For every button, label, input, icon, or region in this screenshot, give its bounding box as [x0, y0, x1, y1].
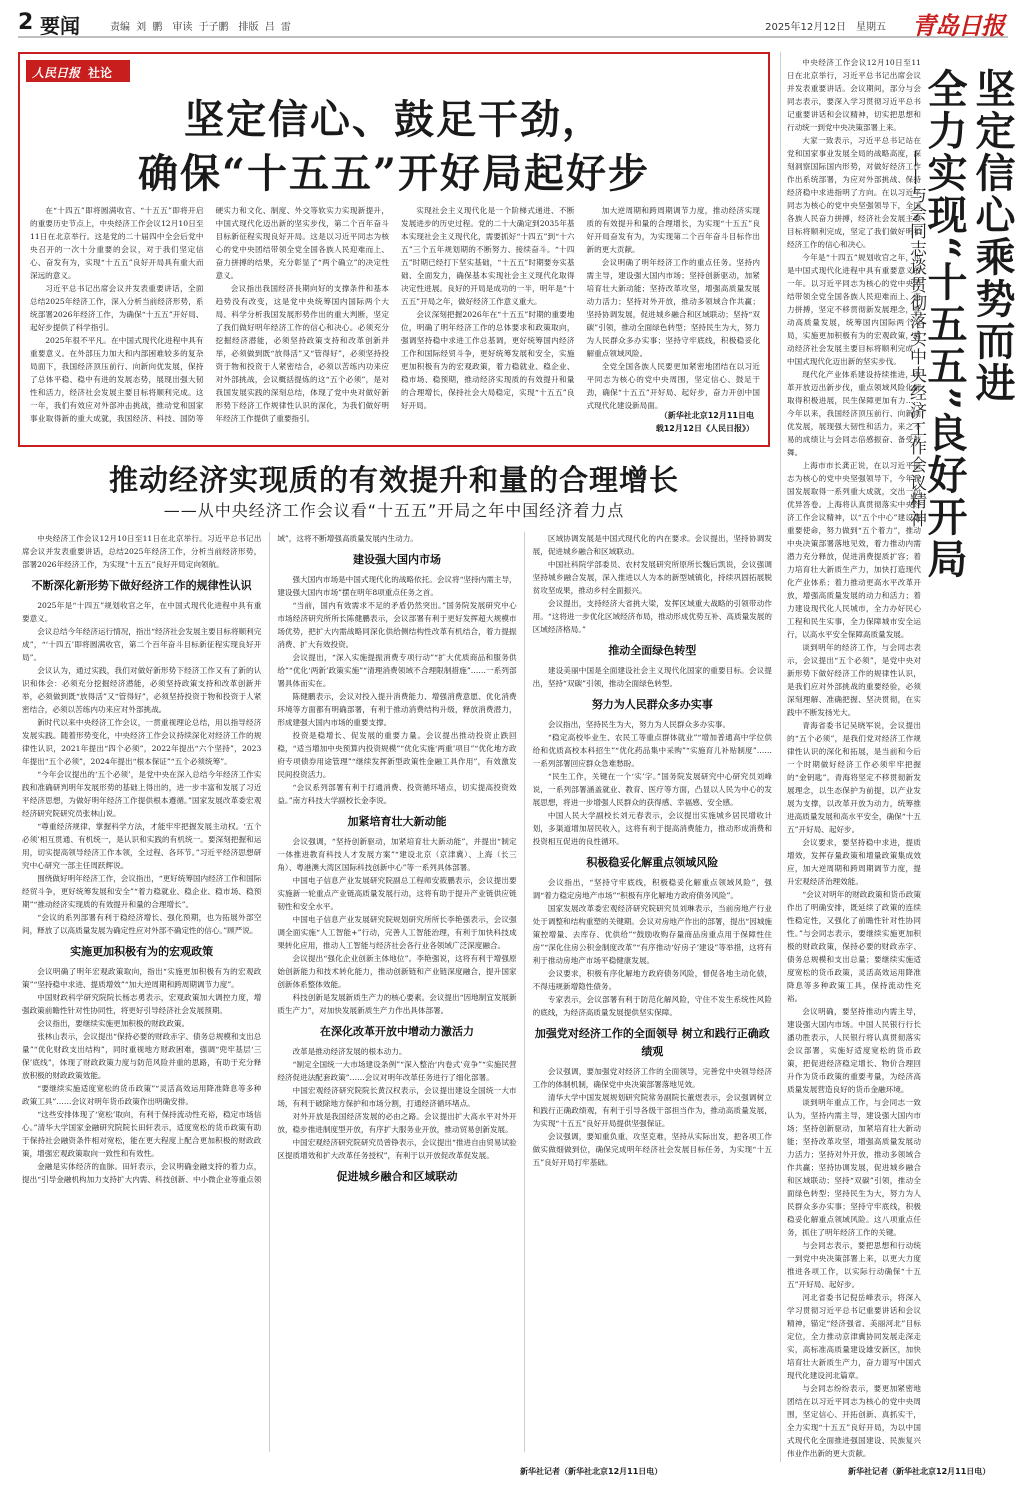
- main-article-body: [22, 532, 772, 1452]
- editor-credits: 责编 刘 鹏 审读 于子鹏 排版 吕 雷: [110, 22, 291, 33]
- issue-date: 2025年12月12日 星期五: [765, 22, 886, 33]
- section-heading: 建设强大国内市场: [352, 553, 441, 566]
- paragraph: “民生工作，关键在一个‘实’字。”国务院发展研究中心研究员刘峰说，一系列部署涵盖就业、教育、医疗等方面，凸显以人民为中心的发展思想，将进一步增强人民群众的获得感、幸福感、安全感。: [532, 772, 772, 807]
- paragraph: “制定全国统一大市场建设条例”“深入整治‘内卷式’竞争”“实施民营经济促进法配套政策”……会议对明年改革任务进行了细化部署。: [277, 1060, 517, 1082]
- paragraph: 对外开放是我国经济发展的必由之路。会议提出扩大高水平对外开放，稳步推进制度型开放，有序扩大服务业开放，推动贸易创新发展。: [277, 1112, 517, 1134]
- paragraph: “要继续实施适度宽松的货币政策”“灵活高效运用降准降息等多种政策工具”……会议对明年货币政策作出明确安排。: [22, 1084, 262, 1106]
- paragraph: 中国人民大学副校长刘元春表示，会议提出实施城乡居民增收计划，多渠道增加居民收入，这将有利于提高消费能力，推动形成消费和投资相互促进的良性循环。: [532, 811, 772, 846]
- page-header: [18, 10, 1008, 38]
- section-heading: 实施更加积极有为的宏观政策: [70, 945, 214, 958]
- section-heading: 在深化改革开放中增动力激活力: [319, 1025, 474, 1038]
- paragraph: 中央经济工作会议12月10日至11日在北京举行，习近平总书记出席会议并发表重要讲话。会议期间，部分与会同志表示，要深入学习贯彻习近平总书记重要讲话和会议精神，切实把思想和行动统一到党中央决策部署上来。: [787, 58, 921, 132]
- paragraph: 科技创新是发展新质生产力的核心要素。会议提出“因地制宜发展新质生产力”，对加快发展新质生产力作出具体部署。: [277, 993, 517, 1015]
- section-heading: 积极稳妥化解重点领域风险: [586, 856, 719, 869]
- paragraph: 中国财政科学研究院院长杨志勇表示，宏观政策加大调控力度，增强政策前瞻性针对性协同性，将更好引导经济社会发展预期。: [22, 993, 262, 1015]
- main-article-subtitle: ——从中央经济工作会议看“十五五”开局之年中国经济着力点: [163, 501, 625, 520]
- paragraph: 谈到明年重点工作，与会同志一致认为，坚持内需主导，建设强大国内市场；坚持创新驱动，加紧培育壮大新动能；坚持改革攻坚，增强高质量发展动力活力；坚持对外开放，推动多领域合作共赢；坚持协调发展，促进城乡融合和区域联动；坚持“双碳”引领，推动全面绿色转型；坚持民生为大，努力为人民群众多办实事；坚持守牢底线，积极稳妥化解重点领域风险。这八项重点任务，抓住了明年经济工作的关键。: [787, 1098, 921, 1237]
- editorial-body: [30, 204, 760, 439]
- paragraph: 会议提出，“深入实施提振消费专项行动”“扩大优质商品和服务供给”“优化‘两新’政策实施”“清理消费领域不合理限制措施”……一系列部署具体而实在。: [277, 653, 517, 688]
- paragraph: 中国宏观经济研究院院长黄汉权表示，会议提出建设全国统一大市场，有利于破除地方保护和市场分割，打通经济循环堵点。: [277, 1086, 517, 1108]
- paragraph: 会议指出，坚持民生为大，努力为人民群众多办实事。: [547, 720, 731, 729]
- paragraph: 建设美丽中国是全面建设社会主义现代化国家的重要目标。会议提出，坚持“双碳”引领，推动全面绿色转型。: [532, 666, 772, 688]
- paragraph: 区域协调发展是中国式现代化的内在要求。会议提出，坚持协调发展，促进城乡融合和区域联动。: [532, 534, 772, 556]
- editorial-source: [656, 409, 754, 435]
- paragraph: “会议系列部署有利于打通消费、投资循环堵点，切实提高投资效益。”南方科技大学副校长金李说。: [277, 783, 517, 805]
- badge-brand: 人民日报: [32, 66, 81, 80]
- paragraph: 会议提出“强化企业创新主体地位”。李艳强说，这将有利于增强原始创新能力和技术转化能力，推动创新链和产业链深度融合，提升国家创新体系整体效能。: [277, 954, 517, 989]
- paragraph: 会议强调，“坚持创新驱动，加紧培育壮大新动能”，并提出“制定一体推进教育科技人才发展方案”“建设北京（京津冀）、上海（长三角）、粤港澳大湾区国际科技创新中心”等一系列具体部署。: [277, 837, 517, 872]
- right-article-subtitle: ——与会同志谈贯彻落实中央经济工作会议精神: [906, 150, 926, 528]
- paragraph: 会议强调，要加强党对经济工作的全面领导，完善党中央领导经济工作的体制机制，确保党中央决策部署落地见效。: [532, 1067, 772, 1089]
- newspaper-logo: 青岛日报: [912, 11, 1004, 40]
- paragraph: 强大国内市场是中国式现代化的战略依托。会议将“坚持内需主导，建设强大国内市场”摆在明年8项重点任务之首。: [277, 575, 517, 597]
- paragraph: 2025年很不平凡。在中国式现代化进程中具有重要意义。在外部压力加大和内部困难较多的复杂局面下，我国经济顶压前行、向新向优发展，保持了总体平稳、稳中有进的发展态势，展现出强大韧性和活力，经济社会发展主要目标将顺利完成。这一年，我们有效应对外部冲击挑战，推动党和国家事业取得新的重大成就，我国经济、科技、国防等硬实力和文化、制度、外交等软实力实现新提升，中国式现代化迈出新的坚实步伐，第二个百年奋斗目标新征程实现良好开局。这是以习近平同志为核心的党中央团结带领全党全国各族人民迎难而上、奋力拼搏的结果，充分彰显了“两个确立”的决定性意义。: [30, 206, 389, 423]
- paragraph: 现代化产业体系建设持续推进，改革开放迈出新步伐，重点领域风险化解取得积极进展，民生保障更加有力……今年以来，我国经济顶压前行、向新向优发展，展现强大韧性和活力，来之不易的成绩让与会同志倍感振奋、备受鼓舞。: [787, 370, 921, 457]
- paragraph: 会议指出，“坚持守牢底线，积极稳妥化解重点领域风险”，强调“着力稳定房地产市场”“积极有序化解地方政府债务风险”。: [532, 878, 772, 900]
- paragraph: “尊重经济规律、掌握科学方法，才能牢牢把握发展主动权。‘五个必须’相互贯通、有机统一，是认识和实践的有机统一。要深刻把握和运用，切实提高领导经济工作本领，全过程、各环节。”习近平经济思想研究中心研究一部主任周跃辉说。: [22, 822, 262, 870]
- right-article-body: [787, 56, 921, 1458]
- paragraph: “这些安排体现了‘宽松’取向，有利于保持流动性充裕，稳定市场信心。”清华大学国家金融研究院院长田轩表示，适度宽松的货币政策有助于保持社会融资条件相对宽松，能在更大程度上配合更加积极的财政政策，增强宏观政策取向一致性和有效性。: [22, 1110, 262, 1158]
- right-article-byline: 新华社记者（新华社北京12月11日电）: [848, 1467, 991, 1476]
- paragraph: 中国宏观经济研究院研究员曾铮表示，会议提出“推进自由贸易试验区提质增效和扩大改革任务授权”，有利于以开放促改革促发展。: [277, 1138, 517, 1160]
- paragraph: 国家发展改革委宏观经济研究院研究员刘琳表示，当前房地产行业处于调整和结构重塑的关键期。会议对房地产作出的部署，提出“因城施策控增量、去库存、优供给”“鼓励收购存量商品房重点用于保障性住房”“深化住房公积金制度改革”“有序推动‘好房子’建设”等举措，这将有利于推动房地产市场平稳健康发展。: [532, 904, 772, 965]
- main-article-title: 推动经济实现质的有效提升和量的合理增长: [108, 463, 679, 497]
- right-title-col1: 坚定信心乘势而进: [969, 68, 1016, 404]
- paragraph: “当前，国内有效需求不足的矛盾仍然突出。”国务院发展研究中心市场经济研究所所长陈健鹏表示，会议部署有利于更好发挥超大规模市场优势，把扩大内需战略同深化供给侧结构性改革有机结合，着力提振消费、扩大有效投资。: [277, 601, 517, 649]
- paragraph: 改革是推动经济发展的根本动力。: [292, 1047, 407, 1056]
- paragraph: 围绕做好明年经济工作，会议指出，“更好统筹国内经济工作和国际经贸斗争，更好统筹发展和安全”“着力稳就业、稳企业、稳市场、稳预期”“推动经济实现质的有效提升和量的合理增长”。: [22, 874, 262, 909]
- paragraph: 全党全国各族人民要更加紧密地团结在以习近平同志为核心的党中央周围，坚定信心、鼓足干劲，确保“十五五”开好局、起好步，奋力开创中国式现代化建设新局面。: [586, 362, 760, 410]
- paragraph: 与会同志表示，要把思想和行动统一到党中央决策部署上来，以更大力度推进各项工作，以实际行动确保“十五五”开好局、起好步。: [787, 1241, 921, 1289]
- editorial-source-line1: （新华社北京12月11日电: [659, 411, 754, 420]
- paragraph: 会议深刻把握2026年在“十五五”时期的重要地位，明确了明年经济工作的总体要求和政策取向，强调坚持稳中求进工作总基调，更好统筹国内经济工作和国际经贸斗争，更好统筹发展和安全，实施更加积极有为的宏观政策，着力稳就业、稳企业、稳市场、稳预期，推动经济实现质的有效提升和量的合理增长，保持社会大局稳定，实现“十五五”良好开局。: [401, 310, 575, 410]
- section-heading: 促进城乡融合和区域联动: [336, 1170, 458, 1183]
- paragraph: 会议指出我国经济長期向好的支撑条件和基本趋势没有改变，这是党中央统筹国内国际两个大局、科学分析我国发展形势作出的重大判断，坚定了我们做好明年经济工作的信心和决心。必须充分挖掘经济潜能，必须坚持政策支持和改革创新并举，必须做到既“放得活”又“管得好”，必须坚持投资于物和投资于人紧密结合，必须以苦练内功来应对外部挑战，会议概括提炼的这“五个必须”，是对我国发展实践的深刻总结，体现了党中央对做好新形势下经济工作规律性认识的深化，为我们做好明年经济工作提供了重要指引。: [215, 284, 389, 423]
- paragraph: 会议明确了明年经济工作的重点任务。坚持内需主导，建设强大国内市场；坚持创新驱动，加紧培育壮大新动能；坚持改革攻坚，增强高质量发展动力活力；坚持对外开放，推动多领域合作共赢；坚持协调发展，促进城乡融合和区域联动；坚持“双碳”引领，推动全面绿色转型；坚持民生为大，努力为人民群众多办实事；坚持守牢底线，积极稳妥化解重点领域风险。: [586, 258, 760, 358]
- section-heading: 推动全面绿色转型: [608, 644, 697, 657]
- paragraph: 实现社会主义现代化是一个阶梯式递进、不断发展进步的历史过程。党的二十大确定到2035年基本实现社会主义现代化，需要抓好“十四五”到“十六五”三个五年规划期的不断努力、接续奋斗。“十四五”时期已经打下坚实基础，“十五五”时期要夯实基础、全面发力，确保基本实现社会主义现代化取得决定性进展。良好的开局是成功的一半，明年是“十五五”开局之年，做好经济工作意义重大。: [401, 206, 575, 306]
- paragraph: 陈健鹏表示，会议对投入提升消费能力、增强消费意愿、优化消费环境等方面都有明确部署，有利于推动消费结构升级，释放消费潜力，形成建强大国内市场的重要支撑。: [277, 692, 517, 727]
- paragraph: 会议认为，通过实践，我们对做好新形势下经济工作又有了新的认识和体会：必须充分挖掘经济潜能，必须坚持政策支持和改革创新并举，必须做到既“放得活”又“管得好”，必须坚持投资于物和投资于人紧密结合，必须以苦练内功来应对外部挑战。: [22, 666, 262, 714]
- paragraph: 投资是稳增长、促发展的重要力量。会议提出推动投资止跌回稳，“适当增加中央预算内投资规模”“优化实施‘两重’项目”“优化地方政府专项债券用途管理”“继续发挥新型政策性金融工具作用”，有效激发民间投资活力。: [277, 731, 517, 779]
- editorial-title-line2: 确保“十五五”开好局起好步: [137, 150, 650, 197]
- paragraph: “今年会议提出的‘五个必须’，是党中央在深入总结今年经济工作实践和准确研判明年发展形势的基础上得出的，进一步丰富和发展了习近平经济思想，为做好明年经济工作提供根本遵循。”国家发展改革委宏观经济研究院研究员张林山说。: [22, 770, 262, 818]
- editorial-box: [18, 52, 770, 447]
- paragraph: “会议对明年的财政政策和货币政策作出了明确安排，既延续了政策的连续性稳定性，又强化了前瞻性针对性协同性。”与会同志表示，要继续实施更加积极的财政政策，保持必要的财政赤字、债务总规模和支出总量；要继续实施适度宽松的货币政策，灵活高效运用降准降息等多种政策工具，保持流动性充裕。: [787, 890, 921, 1003]
- paragraph: 会议强调，要知重负重、攻坚克难，坚持从实际出发，把各项工作做实做细做到位，确保完成明年经济社会发展目标任务，为实现“十五五”良好开局打牢基础。: [532, 1132, 772, 1167]
- editorial-source-line2: 载12月12日《人民日报》）: [655, 424, 754, 433]
- editorial-badge: [26, 60, 130, 82]
- paragraph: 上海市市长龚正说，在以习近平同志为核心的党中央坚强领导下，今年我国发展取得一系列重大成就，交出一份优异答卷。上海将认真贯彻落实中央经济工作会议精神，以“五个中心”建设为重要使命，努力做到“五个着力”，推动中央决策部署落地见效，着力推动内需潜力充分释放，促进消费提质扩容；着力培育壮大新质生产力，加快打造现代化产业体系；着力推动更高水平改革开放，增强高质量发展的动力和活力；着力建设现代化人民城市，全力办好民心工程和民生实事，全力保障城市安全运行，以高水平安全保障高质量发展。: [787, 461, 921, 639]
- paragraph: 专家表示，会议部署有利于防范化解风险，守住不发生系统性风险的底线，为经济高质量发展提供坚实保障。: [532, 995, 772, 1017]
- paragraph: 今年是“十四五”规划收官之年，也是中国式现代化进程中具有重要意义的一年。以习近平同志为核心的党中央团结带领全党全国各族人民迎难而上、奋力拼搏，坚定不移贯彻新发展理念，推动高质量发展，统筹国内国际两个大局，实施更加积极有为的宏观政策，推动经济社会发展主要目标将顺利完成，中国式现代化迈出新的坚实步伐。: [787, 253, 921, 366]
- badge-label: 社论: [88, 66, 113, 80]
- section-heading: 不断深化新形势下做好经济工作的规律性认识: [31, 579, 252, 592]
- paragraph: 加大逆周期和跨周期调节力度，推动经济实现质的有效提升和量的合理增长，为实现“十五五”良好开局奋发有为，为实现第二个百年奋斗目标作出新的更大贡献。: [586, 206, 760, 254]
- paragraph: 新时代以来中央经济工作会议，一贯重视理论总结，用以指导经济发展实践。随着形势变化，中央经济工作会议持续深化对经济工作的规律性认识，2021年提出“四个必须”，2022年提出“六个坚持”，2023年提出“五个必须”，2024年提出“根本保证”“五个必须统筹”。: [22, 718, 262, 766]
- paragraph: 青海省委书记吴晓军说，会议提出的“五个必须”，是我们党对经济工作规律性认识的深化和拓展，是当前和今后一个时期做好经济工作必须牢牢把握的“金钥匙”。青海将坚定不移贯彻新发展理念，以生态保护为前提，以产业发展为支撑，以改革开放为动力，统筹推进高质量发展和高水平安全，确保“十五五”开好局、起好步。: [787, 721, 921, 834]
- paragraph: 中央经济工作会议12月10日至11日在北京举行。习近平总书记出席会议并发表重要讲话，总结2025年经济工作，分析当前经济形势，部署2026年经济工作，为实现“十五五”良好开局定向领航。: [22, 534, 262, 569]
- paragraph: 2025年是“十四五”规划收官之年，在中国式现代化进程中具有重要意义。: [22, 601, 262, 623]
- paragraph: 大家一致表示，习近平总书记站在党和国家事业发展全局的战略高度，深刻洞察国际国内形势，对做好经济工作作出系统部署，为应对外部挑战、保持经济稳中求进指明了方向。在以习近平同志为核心的党中央坚强领导下，全国各族人民奋力拼搏，经济社会发展主要目标将顺利完成，坚定了我们做好明年经济工作的信心和决心。: [787, 136, 921, 249]
- paragraph: 在“十四五”即将圆满收官、“十五五”即将开启的重要历史节点上，中央经济工作会议12月10日至11日在北京举行。这是党的二十届四中全会后党中央召开的一次十分重要的会议，对于我们坚定信心、奋发有为，实现“十五五”良好开局具有重大而深远的意义。: [30, 206, 204, 280]
- paragraph: “稳定高校毕业生、农民工等重点群体就业”“增加普通高中学位供给和优质高校本科招生”“优化药品集中采购”“实施育儿补贴制度”……一系列部署回应群众急难愁盼。: [532, 733, 772, 768]
- main-article-byline: 新华社记者（新华社北京12月11日电）: [520, 1467, 663, 1476]
- paragraph: 中国电子信息产业发展研究院副总工程师安筱鹏表示，会议提出要实施新一轮重点产业链高质量发展行动，这将有助于提升产业链供应链韧性和安全水平。: [277, 876, 517, 911]
- paragraph: 中国社科院学部委员、农村发展研究所原所长魏后凯说，会议强调坚持城乡融合发展，深入推进以人为本的新型城镇化，持续巩固拓展脱贫攻坚成果，推动乡村全面振兴。: [532, 560, 772, 595]
- paragraph: 会议明确了明年宏观政策取向，指出“实施更加积极有为的宏观政策”“坚持稳中求进、提质增效”“加大逆周期和跨周期调节力度”。: [22, 967, 262, 989]
- paragraph: 河北省委书记倪岳峰表示，将深入学习贯彻习近平总书记重要讲话和会议精神，锚定“经济强省、美丽河北”目标定位，全力推动京津冀协同发展走深走实，高标准高质量建设雄安新区，加快培育壮大新质生产力，奋力谱写中国式现代化建设河北篇章。: [787, 1293, 921, 1380]
- section-name: 要闻: [40, 14, 80, 38]
- section-heading: 努力为人民群众多办实事: [591, 698, 713, 711]
- paragraph: 会议要求，要坚持稳中求进，提质增效，发挥存量政策和增量政策集成效应，加大逆周期和跨周期调节力度，提升宏观经济治理效能。: [787, 838, 921, 886]
- column-divider: [780, 52, 781, 1462]
- paragraph: 会议要求，积极有序化解地方政府债务风险，督促各地主动化债，不得违规新增隐性债务。: [532, 969, 772, 991]
- paragraph: 习近平总书记出席会议并发表重要讲话，全面总结2025年经济工作，深入分析当前经济形势，系统部署2026年经济工作，为确保“十五五”开好局、起好步提供了科学指引。: [30, 284, 204, 332]
- paragraph: 张林山表示，会议提出“保持必要的财政赤字、债务总规模和支出总量”“优化财政支出结构”，同时重视地方财政困难，强调“兜牢基层‘三保’底线”，体现了财政政策力度与防范风险并重的思路，有助于充分释放积极的财政政策效能。: [22, 1032, 262, 1080]
- page-number: 2: [18, 10, 34, 35]
- paragraph: “会议的系列部署有利于稳经济增长、强化预期，也为拓展外部空间，释放了以高质量发展为确定性应对外部不确定性的信心。”顾严说。: [22, 913, 262, 935]
- right-title-col2: 全力实现“十五五”良好开局: [921, 68, 968, 581]
- paragraph: 清华大学中国发展规划研究院常务副院长董煜表示，会议强调树立和践行正确政绩观，有利于引导各级干部担当作为，推动高质量发展，为实现“十五五”良好开局提供坚强保证。: [532, 1093, 772, 1128]
- paragraph: 中国电子信息产业发展研究院规划研究所所长李艳强表示，会议强调全面实施“人工智能+”行动，完善人工智能治理，有利于加快科技成果转化应用，推动人工智能与经济社会各行业各领域广泛深度融合。: [277, 915, 517, 950]
- paragraph: 与会同志纷纷表示，要更加紧密地团结在以习近平同志为核心的党中央周围，坚定信心、开拓创新、真抓实干，全力实现“十五五”良好开局，为以中国式现代化全面推进强国建设、民族复兴伟业作出新的更大贡献。: [787, 1384, 921, 1458]
- section-heading: 加强党对经济工作的全面领导 树立和践行正确政绩观: [534, 1027, 770, 1058]
- right-article-title: [921, 68, 1016, 1188]
- paragraph: 会议提出，支持经济大省挑大梁，发挥区域重大战略的引领带动作用。“这将进一步优化区域经济布局，推动形成优势互补、高质量发展的区域经济格局。”: [532, 599, 772, 634]
- paragraph: 会议总结今年经济运行情况，指出“经济社会发展主要目标将顺利完成”，“‘十四五’即将圆满收官，第二个百年奋斗目标新征程实现良好开局”。: [22, 627, 262, 662]
- paragraph: 会议指出，要继续实施更加积极的财政政策。: [37, 1019, 190, 1028]
- paragraph: 会议明确，要坚持推动内需主导，建设强大国内市场。中国人民银行行长潘功胜表示，人民银行将认真贯彻落实会议部署，实施好适度宽松的货币政策，把促进经济稳定增长、物价合理回升作为货币政策的重要考量，为经济高质量发展营造良好的货币金融环境。: [787, 1007, 921, 1094]
- section-heading: 加紧培育壮大新动能: [347, 815, 447, 828]
- editorial-title-line1: 坚定信心、鼓足干劲，: [184, 96, 604, 143]
- paragraph: 谈到明年的经济工作，与会同志表示，会议提出“五个必须”，是党中央对新形势下做好经济工作的规律性认识，是我们应对外部挑战的重要经验，必须深刻理解、准确把握、坚决贯彻，在实践中不断发扬光大。: [787, 643, 921, 717]
- paragraph: 金融是实体经济的血脉。田轩表示，会议明确金融支持的着力点，提出“引导金融机构加力支持扩大内需、科技创新、中小微企业等重点领域”，这将不断增强高质量发展内生动力。: [22, 534, 418, 1184]
